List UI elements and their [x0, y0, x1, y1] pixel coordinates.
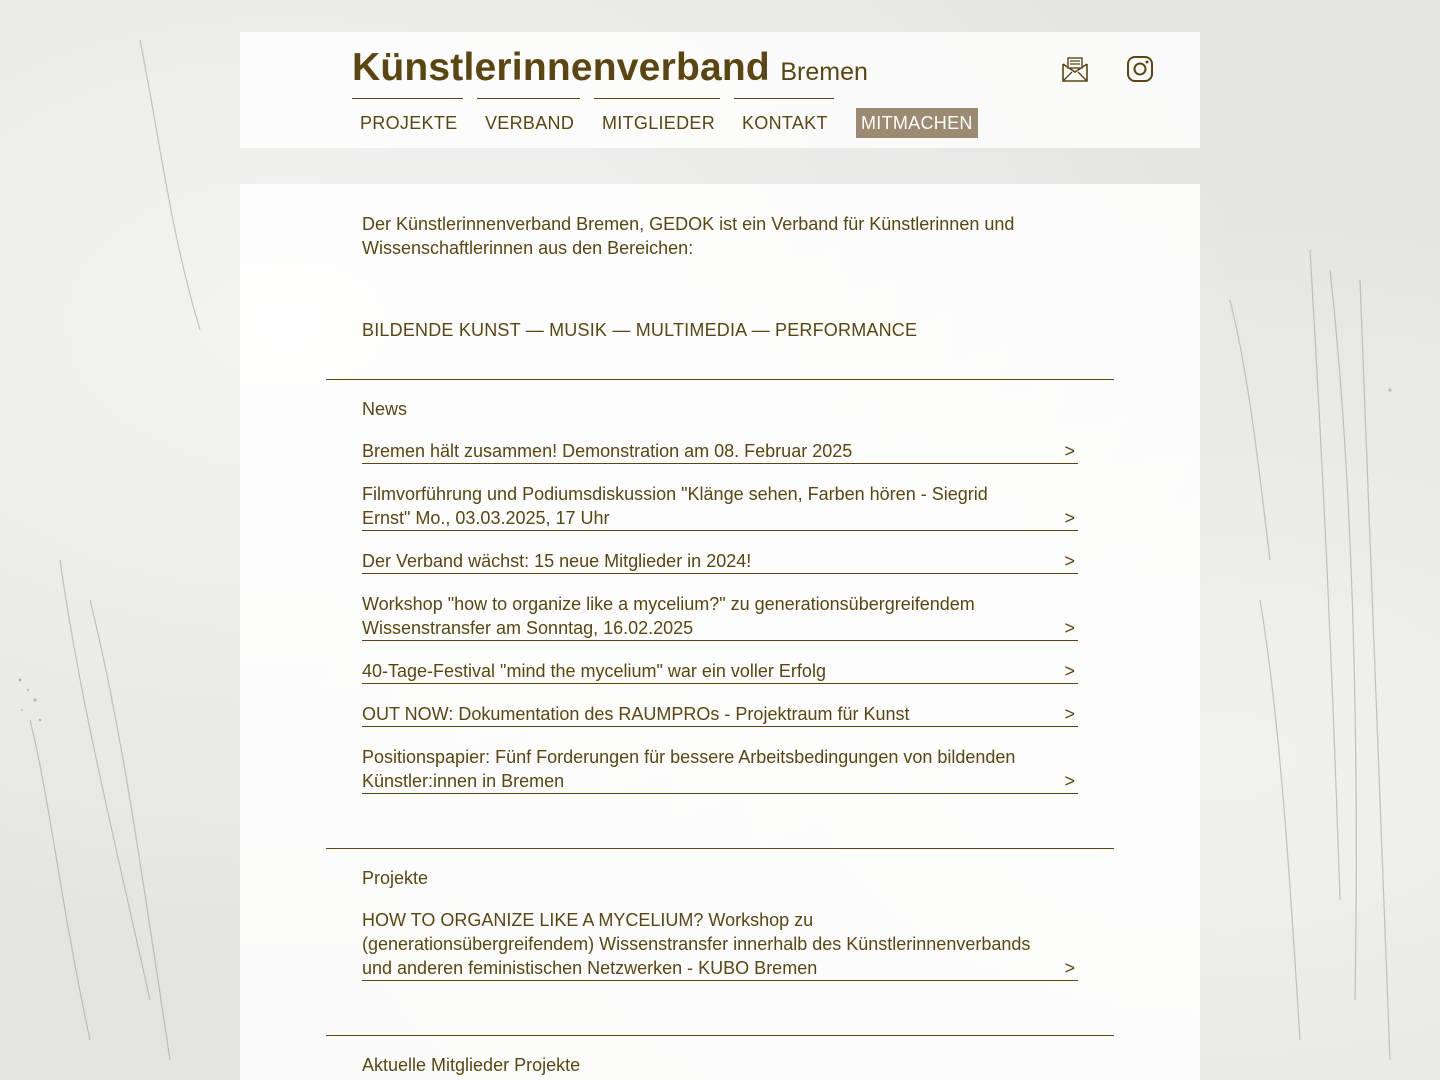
site-title-sub: Bremen	[780, 58, 868, 86]
news-item[interactable]	[362, 659, 1078, 684]
nav-item-mitglieder[interactable]	[594, 98, 720, 148]
divider	[326, 1035, 1114, 1036]
arrow-icon: >	[1064, 618, 1075, 638]
news-item[interactable]	[362, 592, 1078, 641]
divider	[326, 848, 1114, 849]
site-header	[240, 32, 1200, 148]
news-item-text: Positionspapier: Fünf Forderungen für bessere Arbeitsbedingungen von bildenden Künstler:innen in Bremen	[362, 747, 1016, 791]
areas-text: BILDENDE KUNST — MUSIK — MULTIMEDIA — PERFORMANCE	[362, 320, 918, 340]
site-title-main: Künstlerinnenverband	[352, 46, 770, 89]
news-item[interactable]	[362, 439, 1078, 464]
news-item-text: Bremen hält zusammen! Demonstration am 08. Februar 2025	[362, 441, 853, 461]
news-item[interactable]	[362, 549, 1078, 574]
nav-item-kontakt[interactable]	[734, 98, 834, 148]
nav-underline	[734, 98, 834, 99]
nav-underline	[352, 98, 463, 99]
news-item[interactable]	[362, 702, 1078, 727]
nav-label: PROJEKTE	[360, 113, 458, 133]
arrow-icon: >	[1064, 704, 1075, 724]
site-title[interactable]	[352, 46, 868, 90]
main-content	[240, 184, 1200, 1080]
project-item[interactable]	[362, 908, 1078, 981]
instagram-icon[interactable]	[1125, 54, 1155, 84]
nav-underline	[477, 98, 580, 99]
projects-title: Projekte	[362, 868, 429, 888]
nav-underline	[594, 98, 720, 99]
divider	[326, 379, 1114, 380]
news-item-text: Workshop "how to organize like a mycelium?" zu generationsübergreifendem Wissenstransfer am Sonntag, 16.02.2025	[362, 594, 975, 638]
arrow-icon: >	[1064, 771, 1075, 791]
news-item-text: Filmvorführung und Podiumsdiskussion "Klänge sehen, Farben hören - Siegrid Ernst" Mo., 03.03.2025, 17 Uhr	[362, 484, 988, 528]
news-item[interactable]	[362, 745, 1078, 794]
arrow-icon: >	[1064, 958, 1075, 978]
nav-item-verband[interactable]	[477, 98, 580, 148]
news-item-text: Der Verband wächst: 15 neue Mitglieder in 2024!	[362, 551, 752, 571]
news-item[interactable]	[362, 482, 1078, 531]
arrow-icon: >	[1064, 441, 1075, 461]
intro-text: Der Künstlerinnenverband Bremen, GEDOK ist ein Verband für Künstlerinnen und Wissenschaftlerinnen aus den Bereichen:	[362, 214, 1015, 258]
news-title: News	[362, 399, 408, 419]
news-item-text: 40-Tage-Festival "mind the mycelium" war ein voller Erfolg	[362, 661, 826, 681]
nav-label: KONTAKT	[742, 113, 828, 133]
nav-label: MITGLIEDER	[602, 113, 716, 133]
nav-item-mitmachen[interactable]	[856, 98, 986, 148]
arrow-icon: >	[1064, 551, 1075, 571]
nav-label: VERBAND	[485, 113, 575, 133]
arrow-icon: >	[1064, 508, 1075, 528]
member-projects-title: Aktuelle Mitglieder Projekte	[362, 1055, 581, 1075]
nav-label: MITMACHEN	[856, 108, 978, 138]
project-item-text: HOW TO ORGANIZE LIKE A MYCELIUM? Workshop zu (generationsübergreifendem) Wissenstransfer innerhalb des Künstlerinnenverbands und anderen feministischen Netzwerken - KUBO Bremen	[362, 910, 1031, 978]
nav-item-projekte[interactable]	[352, 98, 463, 148]
arrow-icon: >	[1064, 661, 1075, 681]
news-item-text: OUT NOW: Dokumentation des RAUMPROs - Projektraum für Kunst	[362, 704, 910, 724]
mail-icon[interactable]	[1060, 54, 1090, 84]
